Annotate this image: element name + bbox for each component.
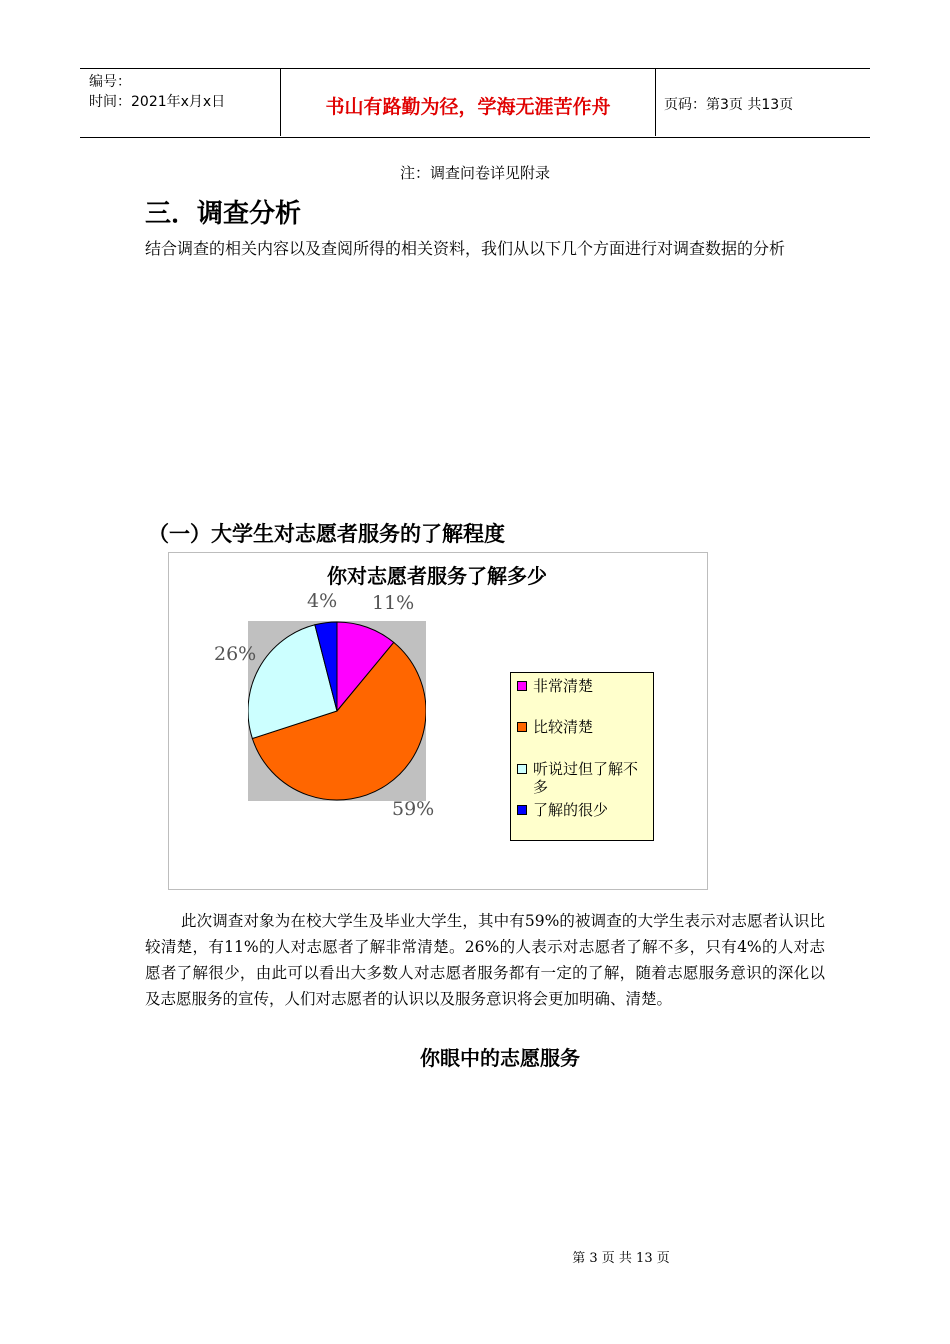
subsection-title: （一）大学生对志愿者服务的了解程度	[148, 522, 505, 546]
pie-label: 11%	[372, 592, 415, 614]
legend-swatch	[517, 764, 527, 774]
legend-swatch	[517, 805, 527, 815]
header-divider	[655, 68, 656, 136]
chart-title: 你对志愿者服务了解多少	[327, 564, 547, 588]
legend-label: 了解的很少	[533, 801, 609, 819]
analysis-paragraph: 此次调查对象为在校大学生及毕业大学生，其中有59%的被调查的大学生表示对志愿者认识比较清楚，有11%的人对志愿者了解非常清楚。26%的人表示对志愿者了解不多，只有4%的人对志愿者了解很少，由此可以看出大多数人对志愿者服务都有一定的了解，随着志愿服务意识的深化以及志愿服务的宣传，人们对志愿者的认识以及服务意识将会更加明确、清楚。	[145, 912, 825, 1008]
pie-label: 4%	[307, 590, 338, 612]
legend-item	[517, 760, 651, 796]
page-footer: 第 3 页 共 13 页	[572, 1251, 670, 1266]
pie-label: 26%	[214, 643, 257, 665]
number-label: 编号：	[89, 74, 131, 90]
pie-label: 59%	[392, 798, 435, 820]
time-label: 时间：2021年x月x日	[89, 94, 226, 110]
header-divider	[280, 68, 281, 136]
legend-label: 听说过但了解不多	[533, 760, 639, 796]
intro-paragraph: 结合调查的相关内容以及查阅所得的相关资料，我们从以下几个方面进行对调查数据的分析	[145, 239, 786, 258]
pie-chart	[248, 621, 426, 801]
legend-item	[517, 801, 651, 819]
legend-item	[517, 718, 651, 736]
header-motto: 书山有路勤为径，学海无涯苦作舟	[325, 96, 611, 118]
legend-label: 比较清楚	[533, 718, 594, 736]
legend-item	[517, 677, 651, 695]
section-title: 三．调查分析	[145, 199, 302, 229]
subsection-title-2: 你眼中的志愿服务	[420, 1046, 580, 1070]
page-info: 页码：第3页 共13页	[664, 97, 794, 113]
legend-swatch	[517, 681, 527, 691]
appendix-note: 注：调查问卷详见附录	[399, 164, 550, 182]
legend-swatch	[517, 722, 527, 732]
legend-label: 非常清楚	[533, 677, 594, 695]
chart-legend	[510, 672, 654, 841]
